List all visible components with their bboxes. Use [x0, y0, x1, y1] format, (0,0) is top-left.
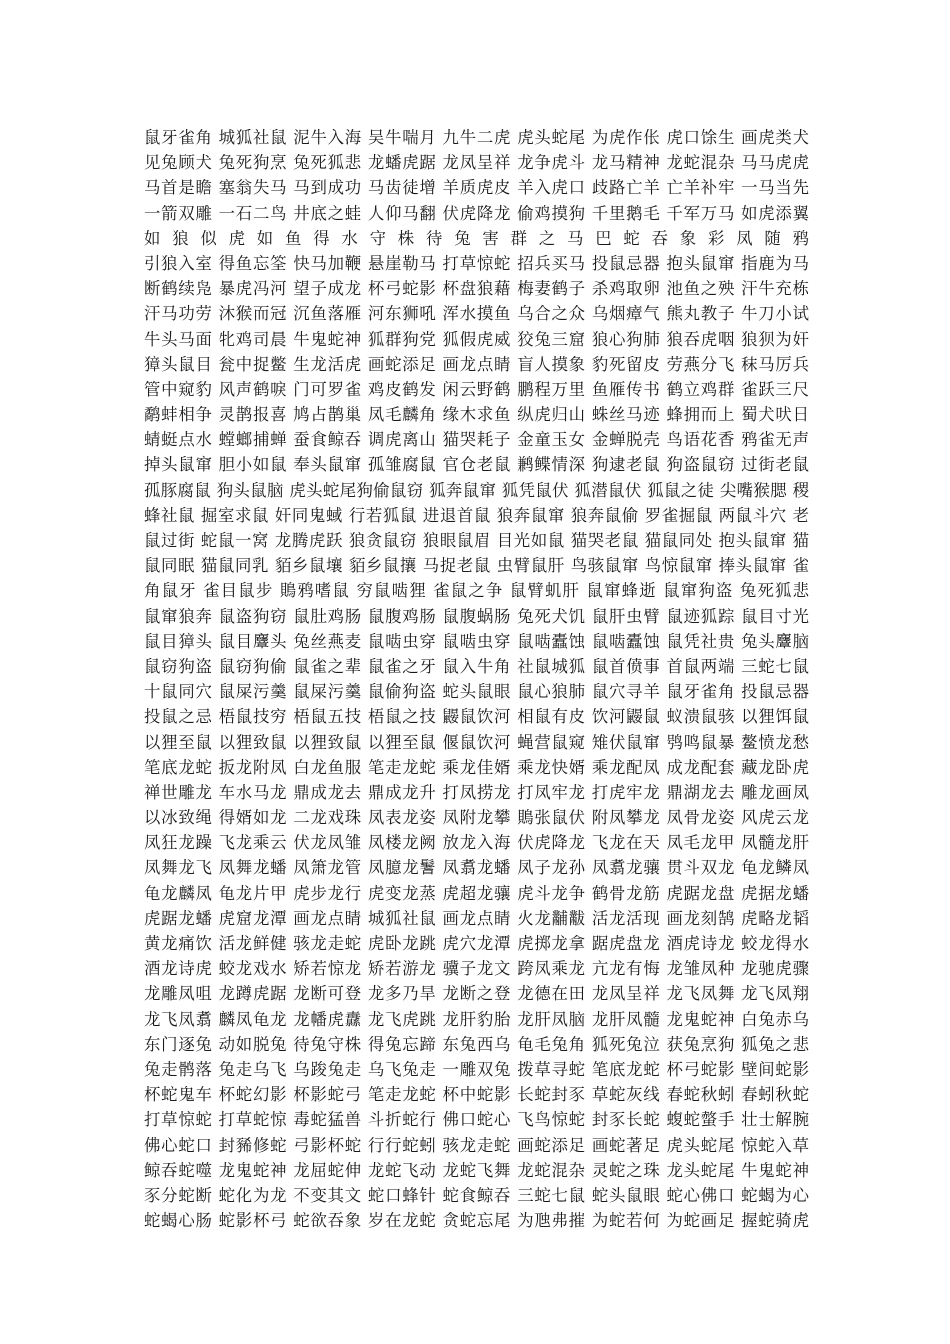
text-line: 见兔顾犬 兔死狗烹 兔死狐悲 龙蟠虎踞 龙凤呈祥 龙争虎斗 龙马精神 龙蛇混杂 马马虎虎 [144, 153, 809, 173]
text-line: 黄龙痛饮 活龙鲜健 骇龙走蛇 虎卧龙跳 虎穴龙潭 虎掷龙拿 踞虎盘龙 酒虎诗龙 蛟龙得水 [144, 934, 809, 953]
text-line: 打草惊蛇 打草蛇惊 毒蛇猛兽 斗折蛇行 佛口蛇心 飞鸟惊蛇 封豕长蛇 蝮蛇螫手 壮士解腕 [144, 1110, 809, 1130]
text-line: 佛心蛇口 封豨修蛇 弓影杯蛇 行行蛇蚓 骇龙走蛇 画蛇添足 画蛇著足 虎头蛇尾 惊蛇入草 [144, 1135, 809, 1155]
text-line: 以狸至鼠 以狸致鼠 以狸致鼠 以狸至鼠 偃鼠饮河 蝇营鼠窥 雉伏鼠窜 鸮鸣鼠暴 鳌愤龙愁 [144, 732, 809, 752]
text-line: 酒龙诗虎 蛟龙戏水 矫若惊龙 矫若游龙 骥子龙文 跨凤乘龙 亢龙有悔 龙雏凤种 龙驰虎骤 [144, 959, 809, 979]
text-line: 鼠过街 蛇鼠一窝 龙腾虎跃 狼贪鼠窃 狼眼鼠眉 目光如鼠 猫哭老鼠 猫鼠同处 抱头鼠窜 猫 [144, 531, 809, 550]
text-line: 鼠窜狼奔 鼠盗狗窃 鼠肚鸡肠 鼠腹鸡肠 鼠腹蜗肠 兔死犬饥 鼠肝虫臂 鼠迹狐踪 鼠目寸光 [144, 606, 809, 626]
text-line: 龙飞凤翥 麟凤龟龙 龙幡虎纛 龙飞虎跳 龙肝豹胎 龙肝凤脑 龙肝凤髓 龙鬼蛇神 白兔赤乌 [144, 1009, 809, 1029]
text-line: 孤豚腐鼠 狗头鼠脑 虎头蛇尾狗偷鼠窃 狐奔鼠窜 狐凭鼠伏 狐潜鼠伏 狐鼠之徒 尖嘴猴腮 稷 [144, 480, 809, 500]
text-line: 十鼠同穴 鼠屎污羹 鼠屎污羹 鼠偷狗盗 蛇头鼠眼 鼠心狼肺 鼠穴寻羊 鼠牙雀角 投鼠忌器 [144, 682, 809, 702]
text-line: 鲸吞蛇噬 龙鬼蛇神 龙屈蛇伸 龙蛇飞动 龙蛇飞舞 龙蛇混杂 灵蛇之珠 龙头蛇尾 牛鬼蛇神 [144, 1160, 809, 1180]
text-line: 断鹤续凫 暴虎冯河 望子成龙 杯弓蛇影 杯盘狼藉 梅妻鹤子 杀鸡取卵 池鱼之殃 汗牛充栋 [144, 279, 809, 299]
text-line: 角鼠牙 雀目鼠步 鵙鸦嗜鼠 穷鼠啮狸 雀鼠之争 鼠臂虮肝 鼠窜蜂逝 鼠窜狗盗 兔死狐悲 [144, 581, 809, 601]
text-line: 龙雕凤咀 龙蹲虎踞 龙断可登 龙多乃旱 龙断之登 龙德在田 龙凤呈祥 龙飞凤舞 龙飞凤翔 [144, 984, 809, 1004]
text-line: 牛头马面 牝鸡司晨 牛鬼蛇神 狐群狗党 狐假虎威 狡兔三窟 狼心狗肺 狼吞虎咽 狼狈为奸 [144, 329, 809, 349]
idiom-list [144, 125, 809, 1233]
text-line: 投鼠之忌 梧鼠技穷 梧鼠五技 梧鼠之技 鼹鼠饮河 相鼠有皮 饮河鼹鼠 蚁溃鼠骇 以狸饵鼠 [144, 707, 809, 727]
text-line: 蜂社鼠 掘室求鼠 奸同鬼蜮 行若狐鼠 进退首鼠 狼奔鼠窜 狼奔鼠偷 罗雀掘鼠 两鼠斗穴 老 [144, 505, 809, 525]
text-line: 獐头鼠目 瓮中捉鳖 生龙活虎 画蛇添足 画龙点睛 盲人摸象 豹死留皮 劳燕分飞 秣马厉兵 [144, 354, 809, 374]
text-line: 凤狂龙躁 飞龙乘云 伏龙凤雏 凤楼龙阙 放龙入海 伏虎降龙 飞龙在天 凤毛龙甲 凤髓龙肝 [144, 833, 809, 853]
text-line: 管中窥豹 风声鹤唳 门可罗雀 鸡皮鹤发 闲云野鹤 鹏程万里 鱼雁传书 鹤立鸡群 雀跃三尺 [144, 379, 809, 399]
text-line: 凤舞龙飞 凤舞龙蟠 凤箫龙管 凤臆龙鬐 凤翥龙蟠 凤子龙孙 凤翥龙骧 贯斗双龙 龟龙鳞凤 [144, 858, 809, 878]
text-line: 蛇蝎心肠 蛇影杯弓 蛇欲吞象 岁在龙蛇 贪蛇忘尾 为虺弗摧 为蛇若何 为蛇画足 握蛇骑虎 [144, 1211, 809, 1231]
text-line: 兔走鹘落 兔走乌飞 乌踆兔走 乌飞兔走 一雕双兔 拨草寻蛇 笔底龙蛇 杯弓蛇影 壁间蛇影 [144, 1059, 809, 1079]
text-line: 引狼入室 得鱼忘筌 快马加鞭 悬崖勒马 打草惊蛇 招兵买马 投鼠忌器 抱头鼠窜 指鹿为马 [144, 253, 809, 273]
text-line: 禅世雕龙 车水马龙 鼎成龙去 鼎成龙升 打凤捞龙 打凤牢龙 打虎牢龙 鼎湖龙去 雕龙画凤 [144, 782, 809, 802]
text-line: 鼠同眠 猫鼠同乳 貊乡鼠壤 貊乡鼠攘 马捉老鼠 虫臂鼠肝 鸟骇鼠窜 鸟惊鼠窜 捧头鼠窜 雀 [144, 556, 809, 576]
text-line: 鹬蚌相争 灵鹊报喜 鸠占鹊巢 凤毛麟角 缘木求鱼 纵虎归山 蛛丝马迹 蜂拥而上 蜀犬吠日 [144, 405, 809, 425]
text-line: 杯蛇鬼车 杯蛇幻影 杯影蛇弓 笔走龙蛇 杯中蛇影 长蛇封豕 草蛇灰线 春蛇秋蚓 春蚓秋蛇 [144, 1085, 809, 1105]
text-line: 鼠目獐头 鼠目麞头 兔丝燕麦 鼠啮虫穿 鼠啮虫穿 鼠啮蠹蚀 鼠啮蠹蚀 鼠凭社贵 兔头麞脑 [144, 631, 809, 651]
text-line: 汗马功劳 沐猴而冠 沉鱼落雁 河东狮吼 浑水摸鱼 乌合之众 乌烟瘴气 熊丸教子 牛刀小试 [144, 304, 809, 324]
text-line: 掉头鼠窜 胆小如鼠 奉头鼠窜 孤雏腐鼠 官仓老鼠 鹣鲽情深 狗逮老鼠 狗盗鼠窃 过街老鼠 [144, 455, 809, 475]
text-line: 以冰致绳 得婿如龙 二龙戏珠 凤表龙姿 凤附龙攀 鵙张鼠伏 附凤攀龙 凤骨龙姿 风虎云龙 [144, 808, 809, 828]
text-line: 笔底龙蛇 扳龙附凤 白龙鱼服 笔走龙蛇 乘龙佳婿 乘龙快婿 乘龙配凤 成龙配套 藏龙卧虎 [144, 757, 809, 777]
text-line: 鼠窃狗盗 鼠窃狗偷 鼠雀之辈 鼠雀之牙 鼠入牛角 社鼠城狐 鼠首偾事 首鼠两端 三蛇七鼠 [144, 656, 809, 676]
text-line: 蜻蜓点水 螳螂捕蝉 蚕食鲸吞 调虎离山 猫哭耗子 金童玉女 金蝉脱壳 鸟语花香 鸦雀无声 [144, 430, 809, 450]
text-line: 鼠牙雀角 城狐社鼠 泥牛入海 吴牛喘月 九牛二虎 虎头蛇尾 为虎作伥 虎口馀生 画虎类犬 [144, 128, 809, 147]
text-line: 如 狼 似 虎 如 鱼 得 水 守 株 待 兔 害 群 之 马 巴 蛇 吞 象 彩 凤 随 鸦 [144, 228, 809, 248]
text-line: 虎踞龙蟠 虎窟龙潭 画龙点睛 城狐社鼠 画龙点睛 火龙黼黻 活龙活现 画龙刻鹄 虎略龙韬 [144, 908, 809, 928]
text-line: 马首是瞻 塞翁失马 马到成功 马齿徒增 羊质虎皮 羊入虎口 歧路亡羊 亡羊补牢 一马当先 [144, 178, 809, 198]
text-line: 豕分蛇断 蛇化为龙 不变其文 蛇口蜂针 蛇食鲸吞 三蛇七鼠 蛇头鼠眼 蛇心佛口 蛇蝎为心 [144, 1185, 809, 1205]
text-line: 一箭双雕 一石二鸟 井底之蛙 人仰马翻 伏虎降龙 偷鸡摸狗 千里鹅毛 千军万马 如虎添翼 [144, 203, 809, 223]
text-line: 东门逐兔 动如脱兔 待兔守株 得兔忘蹄 东兔西乌 龟毛兔角 狐死兔泣 获兔烹狗 狐兔之悲 [144, 1034, 809, 1054]
text-line: 龟龙麟凤 龟龙片甲 虎步龙行 虎变龙蒸 虎超龙骧 虎斗龙争 鹤骨龙筋 虎踞龙盘 虎据龙蟠 [144, 883, 809, 903]
